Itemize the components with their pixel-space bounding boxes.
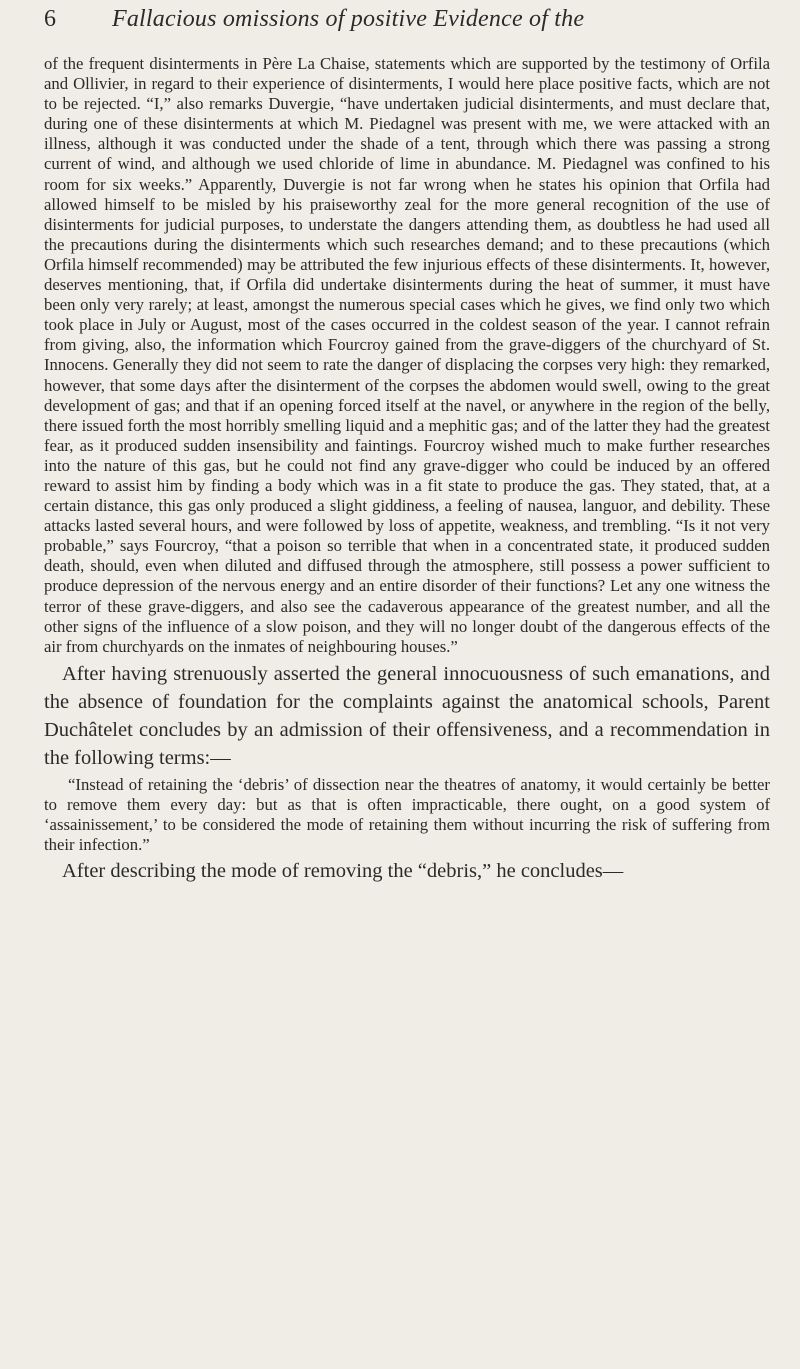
body-paragraph-3: After describing the mode of removing the “debris,” he concludes— xyxy=(62,860,624,882)
page-number: 6 xyxy=(44,6,56,32)
body-paragraph-1: of the frequent disinterments in Père La Chaise, statements which are supported by the testimony of Orfila and Ollivier, in regard to their experience of disinterments, I would here place positive facts, which are not to be rejected. “I,” also remarks Duvergie, “have undertaken judicial disinterments, and must declare that, during one of these disinterments at which M. Piedagnel was present with me, we were attacked with an illness, although it was conducted under the shade of a tent, through which there was passing a strong current of wind, and although we used chloride of lime in abundance. M. Piedagnel was confined to his room for six weeks.” Apparently, Duvergie is not far wrong when he states his opinion that Orfila had allowed himself to be misled by his praiseworthy zeal for the more general recognition of the use of disinterments for judicial purposes, to understate the dangers attending them, as doubtless he had used all the precautions during the disinterments which such researches demand; and to these precautions (which Orfila himself recommended) may be attributed the few injurious effects of these disinterments. It, however, deserves mentioning, that, if Orfila did undertake disinterments during the heat of summer, it must have been only very rarely; at least, amongst the numerous special cases which he gives, we find only two which took place in July or August, most of the cases occurred in the coldest season of the year. I cannot refrain from giving, also, the information which Fourcroy gained from the grave-diggers of the churchyard of St. Innocens. Generally they did not seem to rate the danger of displacing the corpses very high: they remarked, however, that some days after the disinterment of the corpses the abdomen would swell, owing to the great development of gas; and that if an opening forced itself at the navel, or anywhere in the region of the belly, there issued forth the most horribly smelling liquid and a mephitic gas; and of the latter they had the greatest fear, as it produced sudden insensibility and faintings. Fourcroy wished much to make further researches into the nature of this gas, but he could not find any grave-digger who could be induced by an offered reward to assist him by finding a body which was in a fit state to produce the gas. They stated, that, at a certain distance, this gas only produced a slight giddiness, a feeling of nausea, languor, and debility. These attacks lasted several hours, and were followed by loss of appetite, weakness, and trembling. “Is it not very probable,” says Fourcroy, “that a poison so terrible that when in a concentrated state, it produced sudden death, should, even when diluted and diffused through the atmosphere, still possess a power sufficient to produce depression of the nervous energy and an entire disorder of their functions? Let any one witness the terror of these grave-diggers, and also see the cadaverous appearance of the greatest number, and all the other signs of the influence of a slow poison, and they will no longer doubt of the dangerous effects of the air from churchyards on the inmates of neighbouring houses.” xyxy=(44,54,770,656)
running-title: Fallacious omissions of positive Evidence of the xyxy=(112,6,585,32)
running-head xyxy=(44,4,770,54)
quoted-paragraph: “Instead of retaining the ‘debris’ of dissection near the theatres of anatomy, it would certainly be better to remove them every day: but as that is often impracticable, there ought, on a good system of ‘assainissement,’ to be considered the mode of retaining them without incurring the risk of suffering from their infection.” xyxy=(44,774,770,854)
body-paragraph-2: After having strenuously asserted the general innocuousness of such emanations, and the absence of foundation for the complaints against the anatomical schools, Parent Duchâtelet concludes by an admission of their offensiveness, and a recommendation in the following terms:— xyxy=(44,662,770,770)
